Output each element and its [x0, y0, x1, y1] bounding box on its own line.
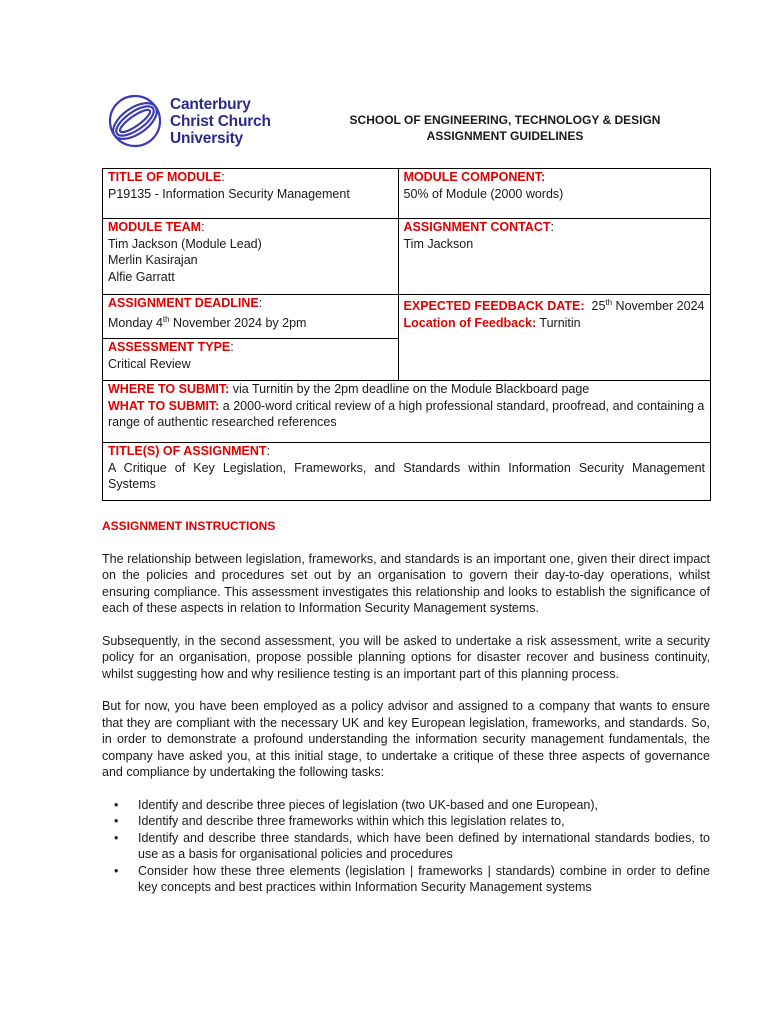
feedback-cell [398, 295, 710, 381]
assignment-deadline-label: ASSIGNMENT DEADLINE [108, 296, 259, 310]
instructions-paragraph: Subsequently, in the second assessment, you will be asked to undertake a risk assessment, write a security policy for an organisation, propose possible planning options for disaster recover and business continuity, whilst suggesting how and why resilience testing is an important part of this planning process. [102, 633, 710, 681]
team-member: Tim Jackson (Module Lead) [108, 236, 262, 251]
bullet-icon: • [114, 797, 119, 812]
where-to-submit-value: via Turnitin by the 2pm deadline on the Module Blackboard page [229, 382, 590, 396]
instructions-paragraph: The relationship between legislation, frameworks, and standards is an important one, given their direct impact on the policies and procedures set out by an organisation to govern their day-to-day operations, whilst ensuring compliance. This assessment investigates this relationship and looks to establish the significance of each of these aspects in relation to Information Security Management systems. [102, 551, 710, 615]
team-member: Merlin Kasirajan [108, 253, 198, 267]
assignment-deadline-value: Monday 4th November 2024 by 2pm [108, 314, 307, 330]
assignment-contact-cell: ASSIGNMENT CONTACT: Tim Jackson [398, 219, 710, 295]
module-component-cell [398, 169, 710, 219]
module-title-cell: TITLE OF MODULE: P19135 - Information Security Management [103, 169, 399, 219]
what-to-submit-label: WHAT TO SUBMIT: [108, 398, 220, 413]
module-info-table [102, 168, 711, 501]
task-item: • Consider how these three elements (legislation | frameworks | standards) combine in order to define key concepts and best practices within Information Security Management systems [114, 863, 710, 894]
assessment-type-cell: ASSESSMENT TYPE: Critical Review [103, 339, 399, 381]
task-item: • Identify and describe three standards, which have been defined by international standards bodies, to use as a basis for organisational policies and procedures [114, 830, 710, 861]
logo-line-2: Christ Church [170, 112, 271, 130]
module-team-label: MODULE TEAM [108, 220, 202, 234]
feedback-date-value: 25th November 2024 [584, 298, 705, 314]
team-member: Alfie Garratt [108, 269, 175, 284]
task-list [102, 797, 710, 896]
bullet-icon: • [114, 814, 119, 828]
assignment-title-label: TITLE(S) OF ASSIGNMENT [108, 444, 267, 458]
school-name: SCHOOL OF ENGINEERING, TECHNOLOGY & DESIGN [349, 113, 661, 127]
logo-line-3: University [170, 129, 243, 147]
university-logo [106, 92, 271, 150]
module-component-value: 50% of Module (2000 words) [403, 186, 564, 201]
feedback-location-label: Location of Feedback: [403, 315, 537, 330]
assessment-type-label: ASSESSMENT TYPE [108, 340, 231, 354]
feedback-date-label: EXPECTED FEEDBACK DATE: [403, 299, 585, 314]
module-title-label: TITLE OF MODULE [108, 170, 222, 184]
document-header [330, 112, 680, 144]
university-emblem-icon [106, 92, 164, 150]
assessment-type-value: Critical Review [108, 356, 191, 371]
document-title: ASSIGNMENT GUIDELINES [426, 129, 584, 143]
assignment-deadline-cell: ASSIGNMENT DEADLINE: Monday 4th November 2024 by 2pm [103, 295, 399, 339]
assignment-title-value: A Critique of Key Legislation, Frameworks, and Standards within Information Security Management Systems [108, 460, 705, 491]
bullet-icon: • [114, 863, 119, 878]
what-to-submit-value: a 2000-word critical review of a high professional standard, proofread, and containing a range of authentic researched references [108, 398, 705, 429]
instructions-heading: ASSIGNMENT INSTRUCTIONS [102, 519, 276, 533]
module-team-cell: MODULE TEAM: Tim Jackson (Module Lead) Merlin Kasirajan Alfie Garratt [103, 219, 399, 295]
submission-cell [103, 381, 711, 443]
logo-line-1: Canterbury [170, 95, 251, 113]
module-component-label: MODULE COMPONENT: [403, 170, 546, 184]
assignment-contact-value: Tim Jackson [403, 236, 474, 251]
bullet-icon: • [114, 830, 119, 845]
assignment-title-cell: TITLE(S) OF ASSIGNMENT: A Critique of Key Legislation, Frameworks, and Standards within Information Security Management Systems [103, 443, 711, 501]
task-item: • Identify and describe three frameworks within which this legislation relates to, [114, 814, 565, 828]
task-item: • Identify and describe three pieces of legislation (two UK-based and one European), [114, 797, 599, 812]
instructions-paragraph: But for now, you have been employed as a policy advisor and assigned to a company that wants to ensure that they are compliant with the necessary UK and key European legislation, frameworks, and standards. So, in order to demonstrate a profound understanding the information security management fundamentals, the company have asked you, at this initial stage, to undertake a critique of these three aspects of governance and compliance by undertaking the following tasks: [102, 699, 710, 779]
assignment-instructions [102, 518, 710, 896]
where-to-submit-label: WHERE TO SUBMIT: [108, 382, 230, 396]
logo-wordmark [170, 96, 271, 147]
module-title-value: P19135 - Information Security Management [108, 186, 350, 201]
feedback-location-value: Turnitin [536, 315, 581, 330]
assignment-contact-label: ASSIGNMENT CONTACT [403, 220, 551, 234]
